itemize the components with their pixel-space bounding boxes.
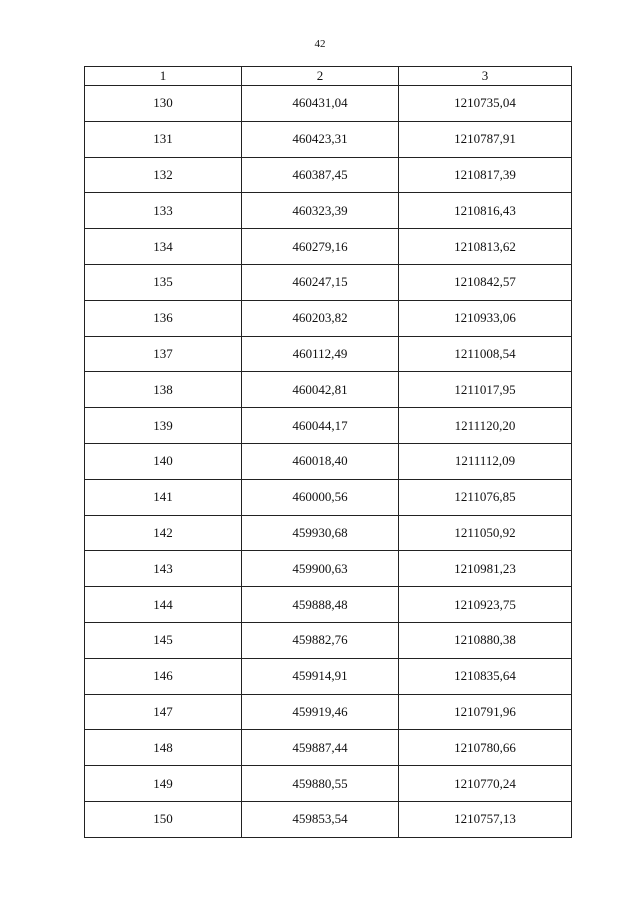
- table-cell: 460000,56: [242, 479, 399, 515]
- table-cell: 459914,91: [242, 658, 399, 694]
- table-cell: 1210817,39: [399, 157, 572, 193]
- table-cell: 1211008,54: [399, 336, 572, 372]
- table-cell: 1210880,38: [399, 622, 572, 658]
- table-cell: 460247,15: [242, 264, 399, 300]
- table-cell: 459919,46: [242, 694, 399, 730]
- table-cell: 133: [85, 193, 242, 229]
- table-cell: 138: [85, 372, 242, 408]
- table-row: [85, 336, 572, 372]
- table-cell: 1211120,20: [399, 408, 572, 444]
- table-cell: 1211112,09: [399, 443, 572, 479]
- table-cell: 145: [85, 622, 242, 658]
- table-row: [85, 801, 572, 837]
- coordinates-table: [84, 66, 572, 838]
- table-cell: 1210770,24: [399, 766, 572, 802]
- table-cell: 460018,40: [242, 443, 399, 479]
- table-row: [85, 587, 572, 623]
- header-row: [85, 67, 572, 86]
- table-cell: 460431,04: [242, 86, 399, 122]
- table-row: [85, 157, 572, 193]
- table-cell: 460044,17: [242, 408, 399, 444]
- table-row: [85, 229, 572, 265]
- table-cell: 134: [85, 229, 242, 265]
- table-row: [85, 658, 572, 694]
- table-cell: 148: [85, 730, 242, 766]
- table-cell: 1210757,13: [399, 801, 572, 837]
- table-row: [85, 372, 572, 408]
- table-cell: 459900,63: [242, 551, 399, 587]
- table-cell: 1210842,57: [399, 264, 572, 300]
- table-cell: 459880,55: [242, 766, 399, 802]
- table-cell: 460042,81: [242, 372, 399, 408]
- table-cell: 460387,45: [242, 157, 399, 193]
- table-cell: 1210933,06: [399, 300, 572, 336]
- column-header: 1: [85, 67, 242, 86]
- table-cell: 460423,31: [242, 121, 399, 157]
- table-row: [85, 551, 572, 587]
- table-cell: 130: [85, 86, 242, 122]
- table-cell: 139: [85, 408, 242, 444]
- table-row: [85, 193, 572, 229]
- table-row: [85, 479, 572, 515]
- table-cell: 146: [85, 658, 242, 694]
- table-row: [85, 694, 572, 730]
- table-cell: 1210835,64: [399, 658, 572, 694]
- table-cell: 460112,49: [242, 336, 399, 372]
- table-cell: 1210735,04: [399, 86, 572, 122]
- table-row: [85, 515, 572, 551]
- column-header: 2: [242, 67, 399, 86]
- table-cell: 1210791,96: [399, 694, 572, 730]
- table-row: [85, 300, 572, 336]
- table-row: [85, 264, 572, 300]
- table-cell: 150: [85, 801, 242, 837]
- table-cell: 132: [85, 157, 242, 193]
- table-cell: 1211050,92: [399, 515, 572, 551]
- table-cell: 459882,76: [242, 622, 399, 658]
- table-cell: 147: [85, 694, 242, 730]
- table-row: [85, 86, 572, 122]
- table-row: [85, 730, 572, 766]
- table-cell: 459888,48: [242, 587, 399, 623]
- table-cell: 1210816,43: [399, 193, 572, 229]
- table-cell: 460323,39: [242, 193, 399, 229]
- table-row: [85, 622, 572, 658]
- table-cell: 1210787,91: [399, 121, 572, 157]
- table-cell: 131: [85, 121, 242, 157]
- table-cell: 1211017,95: [399, 372, 572, 408]
- table-cell: 135: [85, 264, 242, 300]
- table-cell: 144: [85, 587, 242, 623]
- column-header: 3: [399, 67, 572, 86]
- page-number: 42: [314, 38, 326, 50]
- table-cell: 459853,54: [242, 801, 399, 837]
- table-cell: 136: [85, 300, 242, 336]
- table-row: [85, 121, 572, 157]
- table-cell: 1210780,66: [399, 730, 572, 766]
- table-cell: 149: [85, 766, 242, 802]
- table-cell: 1210813,62: [399, 229, 572, 265]
- table-header: [85, 67, 572, 86]
- table-row: [85, 443, 572, 479]
- table-cell: 142: [85, 515, 242, 551]
- table-row: [85, 408, 572, 444]
- table-cell: 137: [85, 336, 242, 372]
- table-cell: 459887,44: [242, 730, 399, 766]
- table-cell: 460203,82: [242, 300, 399, 336]
- table-cell: 1211076,85: [399, 479, 572, 515]
- table-cell: 1210981,23: [399, 551, 572, 587]
- table-cell: 140: [85, 443, 242, 479]
- table-cell: 1210923,75: [399, 587, 572, 623]
- table-body: [85, 86, 572, 838]
- table-cell: 460279,16: [242, 229, 399, 265]
- table-cell: 143: [85, 551, 242, 587]
- table-cell: 459930,68: [242, 515, 399, 551]
- table-row: [85, 766, 572, 802]
- table-cell: 141: [85, 479, 242, 515]
